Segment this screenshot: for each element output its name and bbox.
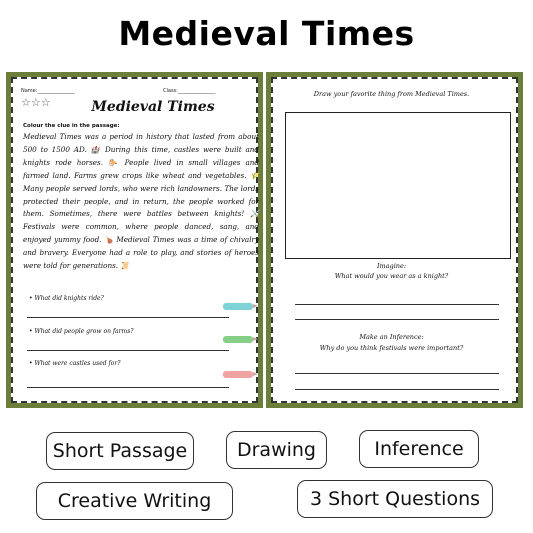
worksheet-right-page <box>271 77 518 403</box>
tag-short-questions: 3 Short Questions <box>297 480 493 518</box>
instruction-text: Colour the clue in the passage: <box>23 123 120 129</box>
answer-line-2 <box>27 350 229 351</box>
question-2: • What did people grow on farms? <box>29 328 134 335</box>
main-title: Medieval Times <box>118 14 415 53</box>
tag-creative-writing: Creative Writing <box>36 482 233 520</box>
question-1: • What did knights ride? <box>29 295 104 302</box>
answer-line <box>295 319 499 320</box>
worksheet-preview-left <box>6 72 263 408</box>
tag-drawing: Drawing <box>226 431 327 469</box>
answer-line <box>295 304 499 305</box>
tag-inference: Inference <box>359 430 479 468</box>
pencil-icon <box>223 371 253 378</box>
imagine-heading: Imagine: <box>376 262 407 270</box>
rating-stars-icon: ☆☆☆ <box>21 96 51 109</box>
pencil-icon <box>223 336 253 343</box>
worksheet-left-page <box>11 77 258 403</box>
pencil-icon <box>223 303 253 310</box>
tag-short-passage: Short Passage <box>46 432 194 470</box>
answer-line-3 <box>27 387 229 388</box>
imagine-question: What would you wear as a knight? <box>334 272 449 280</box>
question-3: • What were castles used for? <box>29 360 121 367</box>
drawing-box <box>285 112 511 259</box>
name-label: Name:_______________ <box>21 88 75 94</box>
inference-question: Why do you think festivals were important? <box>319 344 464 352</box>
draw-prompt: Draw your favorite thing from Medieval Times. <box>313 90 470 98</box>
answer-line-1 <box>27 317 229 318</box>
inference-heading: Make an Inference: <box>359 333 424 341</box>
worksheet-title: Medieval Times <box>91 99 215 115</box>
answer-line <box>295 373 499 374</box>
answer-line <box>295 389 499 390</box>
worksheet-preview-right <box>266 72 523 408</box>
reading-passage: Medieval Times was a period in history that lasted from about 500 to 1500 AD. 🏰 During this time, castles were built and knights rode horses. 🐎 People lived in small villages and farmed land. Farms grew crops like wheat and vegetables. 🌾 Many people served lords, who were rich landowners. The lords protected their people, and in return, the people worked for them. Sometimes, there were battles between knights! ⚔️ Festivals were common, where people danced, sang, and enjoyed yummy food. 🍗 Medieval Times was a time of chivalry and bravery. Everyone had a role to play, and stories of heroes were told for generations. 📜 <box>23 132 259 271</box>
class-label: Class:_______________ <box>163 88 216 94</box>
